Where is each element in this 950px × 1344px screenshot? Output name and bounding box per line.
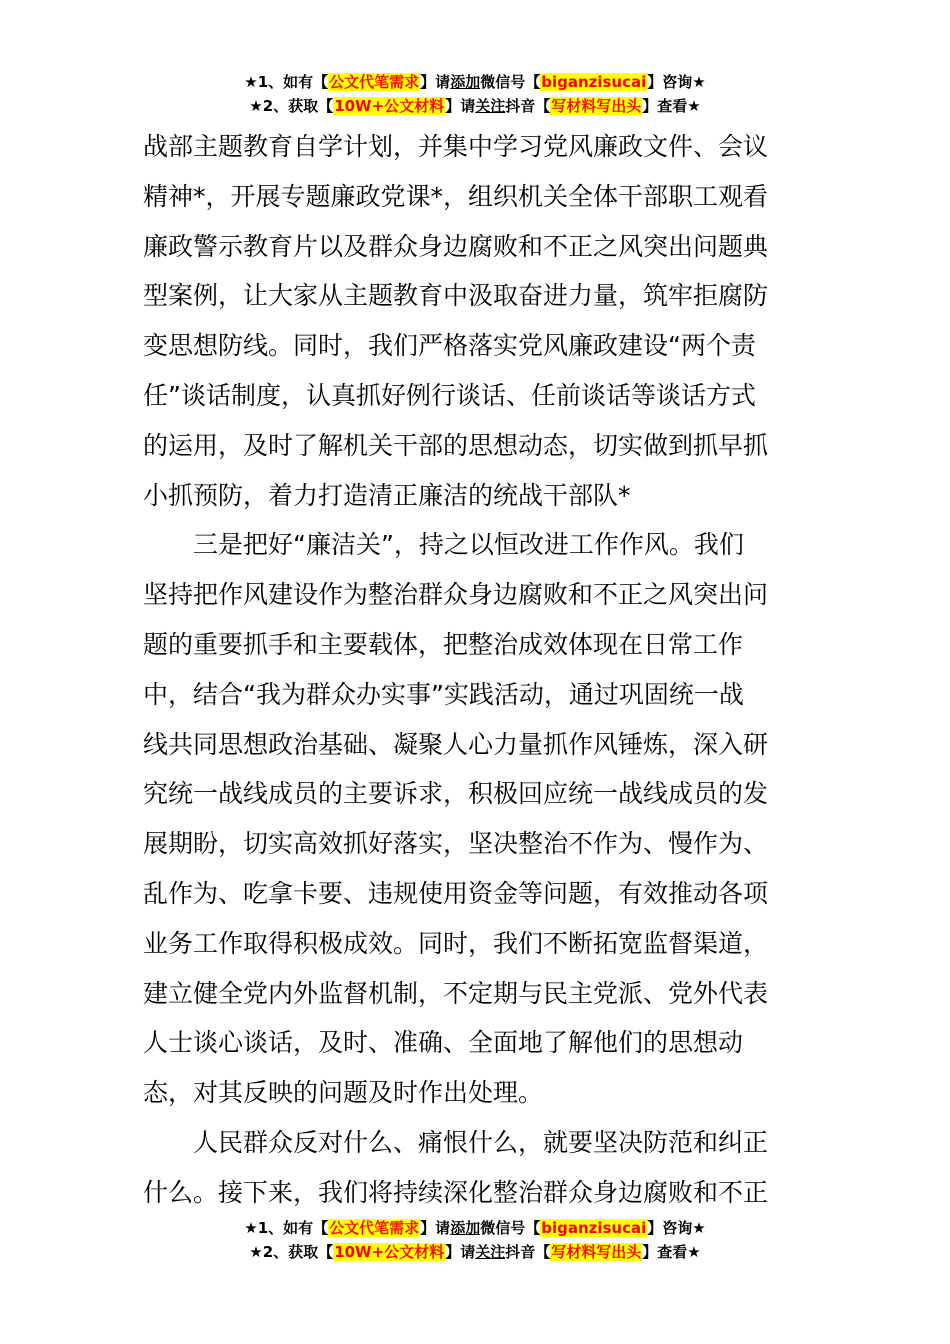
- banner-text: 】请: [445, 97, 476, 115]
- text-line: 建立健全党内外监督机制，不定期与民主党派、党外代表: [143, 978, 769, 1008]
- banner-text: 】查看★: [642, 1243, 701, 1261]
- text-line: 小抓预防，着力打造清正廉洁的统战干部队*: [143, 480, 631, 510]
- text-line: 中，结合“我为群众办实事”实践活动，通过巩固统一战: [143, 679, 744, 709]
- banner-text: ★2、获取【: [249, 1243, 334, 1261]
- text-line: 人民群众反对什么、痛恨什么，就要坚决防范和纠正: [193, 1127, 769, 1157]
- banner-text: 抖音【: [505, 97, 551, 115]
- highlight-wechat-id: biganzisucai: [541, 73, 647, 91]
- highlight-materials: 10W+公文材料: [334, 1243, 445, 1261]
- banner-line-1: [0, 70, 950, 94]
- text-line: 线共同思想政治基础、凝聚人心力量抓作风锤炼，深入研: [143, 729, 769, 759]
- banner-text: 微信号【: [480, 73, 541, 91]
- text-line: 三是把好“廉洁关”，持之以恒改进工作作风。我们: [193, 530, 744, 560]
- paragraph: [143, 122, 809, 520]
- text-line: 题的重要抓手和主要载体，把整治成效体现在日常工作: [143, 629, 744, 659]
- document-body: [143, 122, 809, 1218]
- text-line: 变思想防线。同时，我们严格落实党风廉政建设“两个责: [143, 331, 756, 361]
- highlight-account: 写材料写出头: [551, 1243, 642, 1261]
- banner-text: 】请: [445, 1243, 476, 1261]
- text-line: 人士谈心谈话，及时、准确、全面地了解他们的思想动: [143, 1028, 744, 1058]
- text-line: 坚持把作风建设作为整治群众身边腐败和不正之风突出问: [143, 580, 769, 610]
- banner-text: ★2、获取【: [249, 97, 334, 115]
- text-line: 乱作为、吃拿卡要、违规使用资金等问题，有效推动各项: [143, 878, 769, 908]
- text-line: 的运用，及时了解机关干部的思想动态，切实做到抓早抓: [143, 430, 769, 460]
- banner-text: 】请: [420, 73, 451, 91]
- highlight-account: 写材料写出头: [551, 97, 642, 115]
- paragraph: [143, 520, 809, 1118]
- banner-text: ★1、如有【: [244, 1219, 329, 1237]
- text-line: 究统一战线成员的主要诉求，积极回应统一战线成员的发: [143, 779, 769, 809]
- banner-line-1: [0, 1216, 950, 1240]
- highlight-materials: 10W+公文材料: [334, 97, 445, 115]
- banner-underlined-text: 关注: [475, 97, 506, 115]
- banner-underlined-text: 添加: [450, 1219, 481, 1237]
- banner-text: 微信号【: [480, 1219, 541, 1237]
- text-line: 展期盼，切实高效抓好落实，坚决整治不作为、慢作为、: [143, 829, 769, 859]
- text-line: 态，对其反映的问题及时作出处理。: [143, 1078, 544, 1108]
- banner-text: 】咨询★: [647, 1219, 706, 1237]
- text-line: 业务工作取得积极成效。同时，我们不断拓宽监督渠道，: [143, 928, 769, 958]
- banner-text: 】请: [420, 1219, 451, 1237]
- banner-text: 抖音【: [505, 1243, 551, 1261]
- banner-line-2: [0, 94, 950, 118]
- banner-line-2: [0, 1240, 950, 1264]
- banner-underlined-text: 关注: [475, 1243, 506, 1261]
- highlight-wechat-id: biganzisucai: [541, 1219, 647, 1237]
- banner-underlined-text: 添加: [450, 73, 481, 91]
- text-line: 战部主题教育自学计划，并集中学习党风廉政文件、会议: [143, 132, 769, 161]
- paragraph: [143, 1118, 809, 1218]
- banner-text: ★1、如有【: [244, 73, 329, 91]
- text-line: 任”谈话制度，认真抓好例行谈话、任前谈话等谈话方式: [143, 380, 756, 410]
- highlight-service: 公文代笔需求: [329, 73, 420, 91]
- banner-text: 】咨询★: [647, 73, 706, 91]
- text-line: 什么。接下来，我们将持续深化整治群众身边腐败和不正: [143, 1177, 769, 1207]
- text-line: 廉政警示教育片以及群众身边腐败和不正之风突出问题典: [143, 231, 769, 261]
- highlight-service: 公文代笔需求: [329, 1219, 420, 1237]
- banner-text: 】查看★: [642, 97, 701, 115]
- text-line: 型案例，让大家从主题教育中汲取奋进力量，筑牢拒腐防: [143, 281, 769, 311]
- text-line: 精神*，开展专题廉政党课*，组织机关全体干部职工观看: [143, 181, 769, 211]
- footer-banner: [0, 1216, 950, 1264]
- header-banner: [0, 70, 950, 118]
